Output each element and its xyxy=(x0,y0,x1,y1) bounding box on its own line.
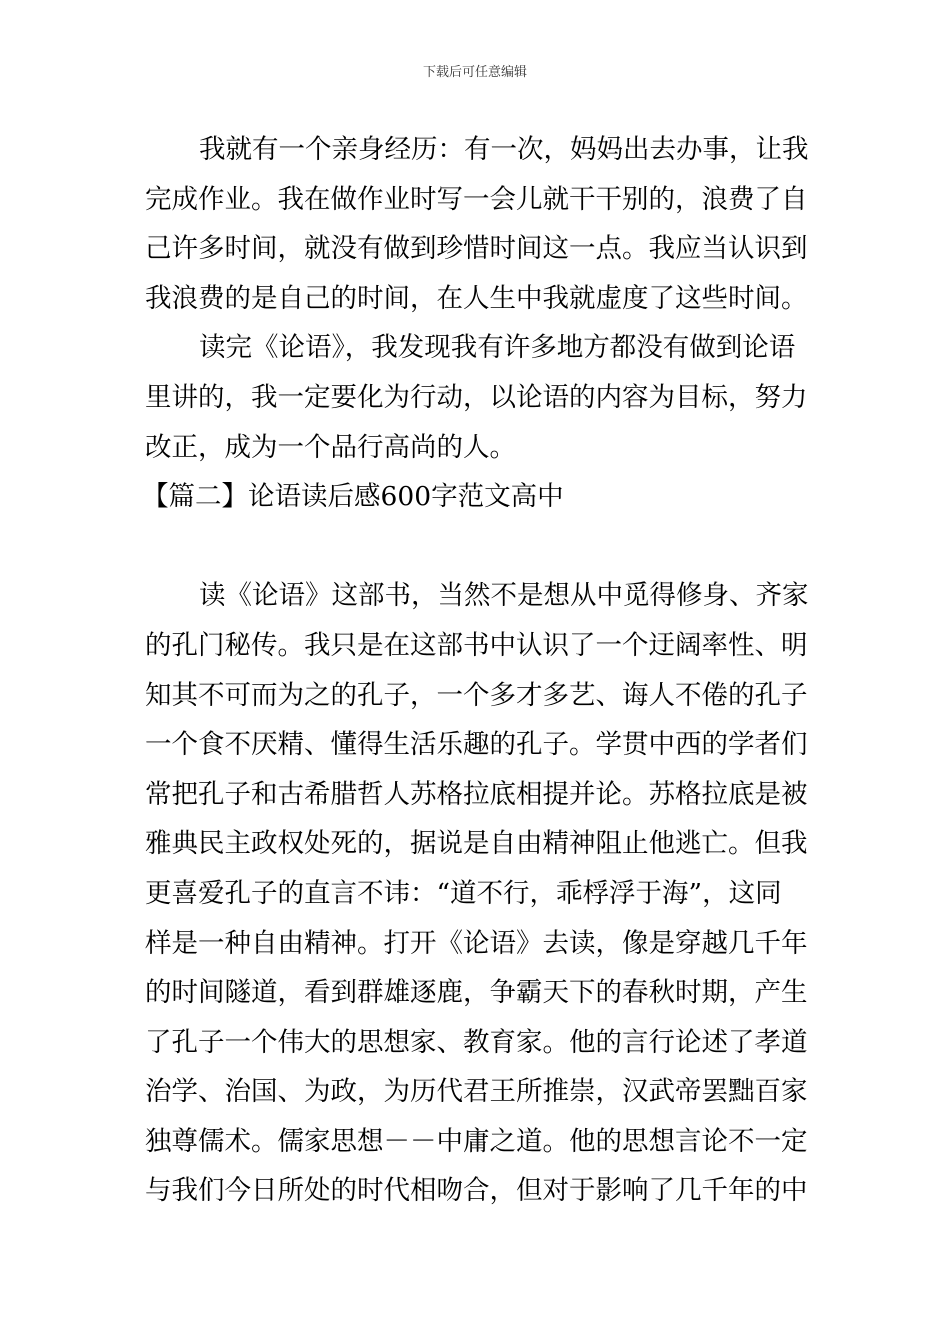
paragraph-line: 里讲的，我一定要化为行动，以论语的内容为目标，努力 xyxy=(145,381,808,413)
paragraph-line: 与我们今日所处的时代相吻合，但对于影响了几千年的中 xyxy=(145,1175,808,1207)
paragraph-2 xyxy=(145,323,807,472)
paragraph-line: 改正，成为一个品行高尚的人。 xyxy=(145,431,516,463)
paragraph-line: 常把孔子和古希腊哲人苏格拉底相提并论。苏格拉底是被 xyxy=(145,778,808,810)
paragraph-line: 独尊儒术。儒家思想－－中庸之道。他的思想言论不一定 xyxy=(145,1125,808,1157)
paragraph-line: 更喜爱孔子的直言不讳：“道不行，乖桴浮于海”，这同 xyxy=(145,877,782,909)
paragraph-line: 读《论语》这部书，当然不是想从中觅得修身、齐家 xyxy=(199,580,809,612)
paragraph-line: 完成作业。我在做作业时写一会儿就干干别的，浪费了自 xyxy=(145,183,808,215)
section-heading: 【篇二】论语读后感600字范文高中 xyxy=(142,481,564,513)
paragraph-3 xyxy=(145,571,807,1216)
blank-line xyxy=(145,522,807,572)
paragraph-line: 的孔门秘传。我只是在这部书中认识了一个迂阔率性、明 xyxy=(145,629,808,661)
paragraph-line: 己许多时间，就没有做到珍惜时间这一点。我应当认识到 xyxy=(145,233,808,265)
paragraph-line: 我浪费的是自己的时间，在人生中我就虚度了这些时间。 xyxy=(145,282,808,314)
page-header: 下载后可任意编辑 xyxy=(422,65,527,80)
document-body xyxy=(142,125,809,1216)
paragraph-line: 样是一种自由精神。打开《论语》去读，像是穿越几千年 xyxy=(145,927,808,959)
paragraph-line: 治学、治国、为政，为历代君王所推崇，汉武帝罢黜百家 xyxy=(145,1076,808,1108)
paragraph-line: 的时间隧道，看到群雄逐鹿，争霸天下的春秋时期，产生 xyxy=(145,977,808,1009)
paragraph-line: 读完《论语》，我发现我有许多地方都没有做到论语 xyxy=(199,332,796,364)
paragraph-1 xyxy=(145,125,807,323)
paragraph-line: 了孔子一个伟大的思想家、教育家。他的言行论述了孝道 xyxy=(145,1026,808,1058)
paragraph-line: 一个食不厌精、懂得生活乐趣的孔子。学贯中西的学者们 xyxy=(145,729,808,761)
paragraph-line: 雅典民主政权处死的，据说是自由精神阻止他逃亡。但我 xyxy=(145,828,808,860)
paragraph-line: 知其不可而为之的孔子，一个多才多艺、诲人不倦的孔子 xyxy=(145,679,808,711)
paragraph-line: 我就有一个亲身经历：有一次，妈妈出去办事，让我 xyxy=(199,134,809,165)
